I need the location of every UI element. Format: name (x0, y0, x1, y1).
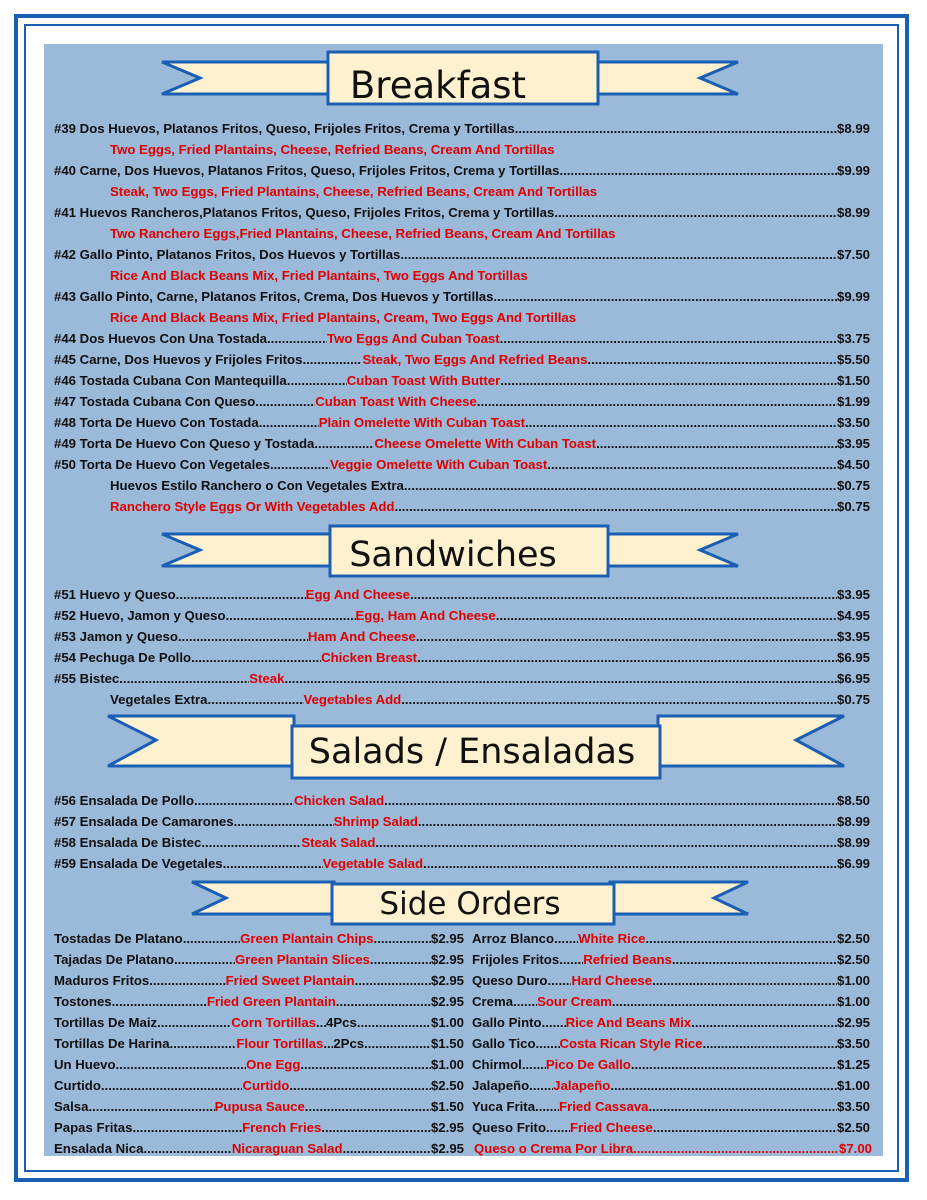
dot-leader (170, 1033, 237, 1054)
side-name-es: Queso Duro (472, 973, 548, 988)
menu-item (54, 454, 870, 475)
dot-leader (259, 412, 319, 433)
item-name-en: Egg, Ham And Cheese (355, 608, 496, 623)
side-name-en: Fried Green Plantain (206, 994, 336, 1009)
item-name-en: Steak, Two Eggs And Refried Beans (362, 352, 588, 367)
side-name-es: Yuca Frita (472, 1099, 536, 1114)
side-item (472, 970, 870, 991)
side-name-en: One Egg (246, 1057, 301, 1072)
side-price: $1.00 (836, 994, 870, 1009)
section-title-sandwiches: Sandwiches (349, 535, 557, 575)
item-price: $8.99 (836, 205, 870, 220)
side-name-en: Fried Sweet Plantain (225, 973, 355, 988)
side-price: $2.50 (836, 952, 870, 967)
dot-leader (302, 349, 362, 370)
dot-leader (284, 668, 837, 689)
side-item (54, 1138, 464, 1159)
side-price: $1.00 (430, 1015, 464, 1030)
item-name-en: Steak Salad (301, 835, 376, 850)
side-name-en: White Rice (578, 931, 646, 946)
dot-leader (176, 584, 306, 605)
item-description-en (110, 223, 870, 244)
dot-leader (132, 1117, 242, 1138)
side-price: $2.95 (430, 1141, 464, 1156)
item-name-es: #55 Bistec (54, 671, 120, 686)
extra-name-en: Vegetables Add (303, 692, 402, 707)
side-name-es: Frijoles Fritos (472, 952, 560, 967)
side-price: $2.50 (836, 1120, 870, 1135)
side-item (472, 928, 870, 949)
side-item (472, 1033, 870, 1054)
item-name-en: Shrimp Salad (333, 814, 418, 829)
dot-leader (529, 1075, 553, 1096)
menu-item (54, 790, 870, 811)
dot-leader (702, 1033, 837, 1054)
side-name-en: Fried Cassava (559, 1099, 649, 1114)
side-name-es: Tortillas De Maiz (54, 1015, 158, 1030)
side-name-en: Pico De Gallo (545, 1057, 631, 1072)
dot-leader (631, 1054, 837, 1075)
item-price: $8.99 (836, 121, 870, 136)
dot-leader (596, 433, 837, 454)
dot-leader (384, 790, 837, 811)
item-name-es: #45 Carne, Dos Huevos y Frijoles Fritos (54, 352, 303, 367)
dot-leader (149, 970, 225, 991)
dot-leader (323, 1033, 333, 1054)
side-name-en: Jalapeño (553, 1078, 611, 1093)
item-price: $9.99 (836, 289, 870, 304)
dot-leader (270, 454, 330, 475)
item-name-en: Chicken Breast (321, 650, 418, 665)
side-item (54, 949, 464, 970)
item-name-es: #41 Huevos Rancheros,Platanos Fritos, Queso, Frijoles Fritos, Crema y Tortillas (54, 205, 555, 220)
dot-leader (191, 647, 321, 668)
menu-item (54, 626, 870, 647)
item-name-es: #40 Carne, Dos Huevos, Platanos Fritos, Queso, Frijoles Fritos, Crema y Tortillas (54, 163, 560, 178)
item-price: $6.95 (836, 650, 870, 665)
dot-leader (364, 1033, 431, 1054)
side-item (54, 970, 464, 991)
sides-banner (190, 876, 750, 928)
dot-leader (287, 370, 347, 391)
dot-leader (157, 1012, 231, 1033)
side-quantity: 4Pcs (326, 1015, 357, 1030)
dot-leader (500, 370, 837, 391)
dot-leader (610, 1075, 837, 1096)
side-item (54, 1012, 464, 1033)
dot-leader (143, 1138, 231, 1159)
item-name-es: #42 Gallo Pinto, Platanos Fritos, Dos Huevos y Tortillas (54, 247, 401, 262)
side-price: $2.95 (430, 994, 464, 1009)
side-name-es: Tajadas De Platano (54, 952, 174, 967)
side-name-en: French Fries (242, 1120, 322, 1135)
item-name-es: #43 Gallo Pinto, Carne, Platanos Fritos, Crema, Dos Huevos y Tortillas (54, 289, 494, 304)
item-price: $3.95 (836, 587, 870, 602)
item-name-en: Plain Omelette With Cuban Toast (318, 415, 525, 430)
dot-leader (691, 1012, 837, 1033)
dot-leader (226, 605, 356, 626)
item-name-en: Cuban Toast With Cheese (315, 394, 477, 409)
dot-leader (423, 853, 837, 874)
dot-leader (535, 1096, 559, 1117)
side-item (54, 991, 464, 1012)
menu-item (54, 433, 870, 454)
extra-name-es: Huevos Estilo Ranchero o Con Vegetales Extra (110, 478, 404, 493)
side-name-es: Chirmol (472, 1057, 522, 1072)
dot-leader (267, 328, 327, 349)
dot-leader (370, 949, 431, 970)
side-item (54, 1054, 464, 1075)
side-name-en: Flour Tortillas (236, 1036, 324, 1051)
side-name-es: Jalapeño (472, 1078, 530, 1093)
menu-item (54, 349, 870, 370)
dot-leader (554, 928, 578, 949)
item-name-es: #39 Dos Huevos, Platanos Fritos, Queso, Frijoles Fritos, Crema y Tortillas (54, 121, 515, 136)
dot-leader (357, 1012, 431, 1033)
side-item (472, 1117, 870, 1138)
side-price: $1.25 (836, 1057, 870, 1072)
item-price: $4.95 (836, 608, 870, 623)
dot-leader (316, 1012, 326, 1033)
dot-leader (559, 949, 583, 970)
menu-extra (110, 496, 870, 517)
dot-leader (374, 928, 431, 949)
side-item (54, 1096, 464, 1117)
menu-item (54, 391, 870, 412)
side-name-en: Corn Tortillas (231, 1015, 316, 1030)
side-price: $2.95 (430, 931, 464, 946)
side-item (472, 1096, 870, 1117)
item-name-en: Chicken Salad (294, 793, 385, 808)
side-name-es: Tostadas De Platano (54, 931, 183, 946)
item-name-en: Steak (249, 671, 285, 686)
dot-leader (300, 1054, 431, 1075)
item-name-en: Egg And Cheese (305, 587, 410, 602)
dot-leader (404, 475, 837, 496)
side-name-es: Arroz Blanco (472, 931, 555, 946)
side-item (472, 1054, 870, 1075)
side-price: $1.00 (430, 1057, 464, 1072)
side-item (472, 1012, 870, 1033)
dot-leader (314, 433, 374, 454)
menu-item (54, 118, 870, 139)
item-name-en: Two Eggs, Fried Plantains, Cheese, Refried Beans, Cream And Tortillas (110, 142, 555, 157)
side-name-es: Un Huevo (54, 1057, 116, 1072)
dot-leader (400, 244, 837, 265)
dot-leader (255, 391, 315, 412)
dot-leader (289, 1075, 431, 1096)
dot-leader (672, 949, 837, 970)
item-name-en: Cuban Toast With Butter (346, 373, 501, 388)
dot-leader (646, 928, 837, 949)
item-name-es: #56 Ensalada De Pollo (54, 793, 194, 808)
extra-name-en: Ranchero Style Eggs Or With Vegetables Add (110, 499, 395, 514)
extra-price: $0.75 (836, 499, 870, 514)
item-name-en: Rice And Black Beans Mix, Fried Plantains, Two Eggs And Tortillas (110, 268, 528, 283)
dot-leader (394, 496, 837, 517)
sandwiches-banner (160, 520, 740, 580)
dot-leader (375, 832, 837, 853)
item-name-en: Two Eggs And Cuban Toast (327, 331, 500, 346)
dot-leader (201, 832, 301, 853)
dot-leader (547, 454, 837, 475)
salads-banner (106, 712, 846, 780)
by-pound-price: $7.00 (838, 1141, 872, 1156)
item-price: $8.99 (836, 814, 870, 829)
dot-leader (546, 1117, 570, 1138)
item-price: $3.95 (836, 436, 870, 451)
side-name-en: Green Plantain Chips (240, 931, 374, 946)
side-name-es: Gallo Pinto (472, 1015, 542, 1030)
side-name-en: Costa Rican Style Rice (559, 1036, 703, 1051)
by-pound-label: Queso o Crema Por Libra (474, 1141, 634, 1156)
dot-leader (336, 991, 431, 1012)
menu-item (54, 412, 870, 433)
side-name-en: Curtido (242, 1078, 290, 1093)
menu-item (54, 668, 870, 689)
menu-item (54, 832, 870, 853)
item-description-en (110, 265, 870, 286)
breakfast-banner (160, 48, 740, 108)
dot-leader (477, 391, 837, 412)
side-item (54, 1033, 464, 1054)
dot-leader (559, 160, 837, 181)
item-name-en: Veggie Omelette With Cuban Toast (329, 457, 548, 472)
item-price: $4.50 (836, 457, 870, 472)
item-price: $3.50 (836, 415, 870, 430)
side-item (472, 949, 870, 970)
dot-leader (515, 118, 837, 139)
dot-leader (208, 689, 304, 710)
menu-item (54, 328, 870, 349)
item-name-es: #50 Torta De Huevo Con Vegetales (54, 457, 270, 472)
dot-leader (178, 626, 308, 647)
dot-leader (343, 1138, 431, 1159)
item-name-es: #47 Tostada Cubana Con Queso (54, 394, 256, 409)
side-name-es: Curtido (54, 1078, 101, 1093)
side-item (54, 1117, 464, 1138)
side-name-en: Fried Cheese (570, 1120, 653, 1135)
dot-leader (223, 853, 323, 874)
item-name-en: Rice And Black Beans Mix, Fried Plantains, Cream, Two Eggs And Tortillas (110, 310, 577, 325)
side-name-es: Maduros Fritos (54, 973, 150, 988)
item-name-en: Ham And Cheese (307, 629, 416, 644)
dot-leader (112, 991, 207, 1012)
item-name-es: #58 Ensalada De Bistec (54, 835, 202, 850)
side-quantity: 2Pcs (333, 1036, 365, 1051)
dot-leader (194, 790, 294, 811)
side-price: $3.50 (836, 1036, 870, 1051)
item-price: $7.50 (836, 247, 870, 262)
menu-item (54, 605, 870, 626)
side-name-en: Green Plantain Slices (235, 952, 370, 967)
menu-item (54, 811, 870, 832)
dot-leader (525, 412, 837, 433)
dot-leader (633, 1138, 839, 1159)
item-description-en (110, 139, 870, 160)
side-name-es: Tortillas De Harina (54, 1036, 170, 1051)
dot-leader (116, 1054, 247, 1075)
dot-leader (119, 668, 249, 689)
side-price: $3.50 (836, 1099, 870, 1114)
side-name-es: Tostones (54, 994, 112, 1009)
dot-leader (653, 1117, 837, 1138)
side-name-es: Papas Fritas (54, 1120, 133, 1135)
dot-leader (648, 1096, 837, 1117)
side-name-en: Pupusa Sauce (214, 1099, 305, 1114)
side-name-es: Ensalada Nica (54, 1141, 144, 1156)
side-name-en: Refried Beans (583, 952, 672, 967)
dot-leader (587, 349, 837, 370)
dot-leader (401, 689, 837, 710)
dot-leader (496, 605, 837, 626)
dot-leader (418, 811, 837, 832)
item-description-en (110, 307, 870, 328)
menu-extra (110, 475, 870, 496)
extra-name-es: Vegetales Extra (110, 692, 208, 707)
dot-leader (522, 1054, 546, 1075)
side-price: $1.50 (430, 1036, 464, 1051)
menu-item (54, 853, 870, 874)
side-name-es: Salsa (54, 1099, 89, 1114)
item-name-es: #53 Jamon y Queso (54, 629, 178, 644)
item-name-es: #59 Ensalada De Vegetales (54, 856, 223, 871)
item-name-es: #49 Torta De Huevo Con Queso y Tostada (54, 436, 315, 451)
side-name-es: Queso Frito (472, 1120, 546, 1135)
side-name-es: Crema (472, 994, 514, 1009)
item-name-es: #46 Tostada Cubana Con Mantequilla (54, 373, 287, 388)
item-name-es: #51 Huevo y Queso (54, 587, 176, 602)
extra-price: $0.75 (836, 478, 870, 493)
dot-leader (652, 970, 837, 991)
item-price: $5.50 (836, 352, 870, 367)
section-title-breakfast: Breakfast (349, 64, 527, 107)
item-name-es: #54 Pechuga De Pollo (54, 650, 192, 665)
item-price: $8.50 (836, 793, 870, 808)
menu-item (54, 286, 870, 307)
side-price: $2.50 (836, 931, 870, 946)
dot-leader (554, 202, 837, 223)
side-item-by-pound (474, 1138, 872, 1159)
dot-leader (234, 811, 334, 832)
dot-leader (547, 970, 571, 991)
side-price: $2.95 (430, 952, 464, 967)
dot-leader (536, 1033, 560, 1054)
item-price: $9.99 (836, 163, 870, 178)
item-description-en (110, 181, 870, 202)
item-price: $6.99 (836, 856, 870, 871)
item-name-en: Cheese Omelette With Cuban Toast (374, 436, 597, 451)
side-item (472, 1075, 870, 1096)
side-item (54, 928, 464, 949)
dot-leader (410, 584, 837, 605)
side-name-en: Nicaraguan Salad (231, 1141, 343, 1156)
item-name-es: #52 Huevo, Jamon y Queso (54, 608, 226, 623)
item-price: $8.99 (836, 835, 870, 850)
dot-leader (101, 1075, 243, 1096)
side-price: $2.95 (430, 973, 464, 988)
dot-leader (493, 286, 837, 307)
side-price: $1.50 (430, 1099, 464, 1114)
menu-item (54, 370, 870, 391)
item-name-es: #44 Dos Huevos Con Una Tostada (54, 331, 268, 346)
side-price: $1.00 (836, 973, 870, 988)
menu-item (54, 160, 870, 181)
section-title-salads: Salads / Ensaladas (308, 732, 636, 772)
menu-item (54, 584, 870, 605)
item-name-es: #48 Torta De Huevo Con Tostada (54, 415, 259, 430)
side-name-es: Gallo Tico (472, 1036, 536, 1051)
dot-leader (612, 991, 837, 1012)
item-name-en: Vegetable Salad (322, 856, 424, 871)
side-price: $2.50 (430, 1078, 464, 1093)
side-name-en: Hard Cheese (571, 973, 653, 988)
menu-item (54, 202, 870, 223)
dot-leader (321, 1117, 431, 1138)
side-item (472, 991, 870, 1012)
side-price: $2.95 (836, 1015, 870, 1030)
item-price: $3.95 (836, 629, 870, 644)
dot-leader (513, 991, 537, 1012)
dot-leader (183, 928, 240, 949)
extra-price: $0.75 (836, 692, 870, 707)
item-price: $1.50 (836, 373, 870, 388)
item-price: $3.75 (836, 331, 870, 346)
dot-leader (88, 1096, 214, 1117)
dot-leader (416, 626, 837, 647)
item-name-en: Steak, Two Eggs, Fried Plantains, Cheese, Refried Beans, Cream And Tortillas (110, 184, 598, 199)
menu-extra (110, 689, 870, 710)
menu-item (54, 244, 870, 265)
dot-leader (174, 949, 235, 970)
dot-leader (500, 328, 837, 349)
side-price: $2.95 (430, 1120, 464, 1135)
side-name-en: Rice And Beans Mix (565, 1015, 692, 1030)
item-name-en: Two Ranchero Eggs,Fried Plantains, Cheese, Refried Beans, Cream And Tortillas (110, 226, 616, 241)
dot-leader (542, 1012, 566, 1033)
side-item (54, 1075, 464, 1096)
section-title-sides: Side Orders (379, 886, 561, 922)
dot-leader (355, 970, 431, 991)
side-price: $1.00 (836, 1078, 870, 1093)
item-price: $6.95 (836, 671, 870, 686)
item-name-es: #57 Ensalada De Camarones (54, 814, 234, 829)
dot-leader (417, 647, 837, 668)
dot-leader (305, 1096, 431, 1117)
side-name-en: Sour Cream (537, 994, 612, 1009)
item-price: $1.99 (836, 394, 870, 409)
menu-item (54, 647, 870, 668)
